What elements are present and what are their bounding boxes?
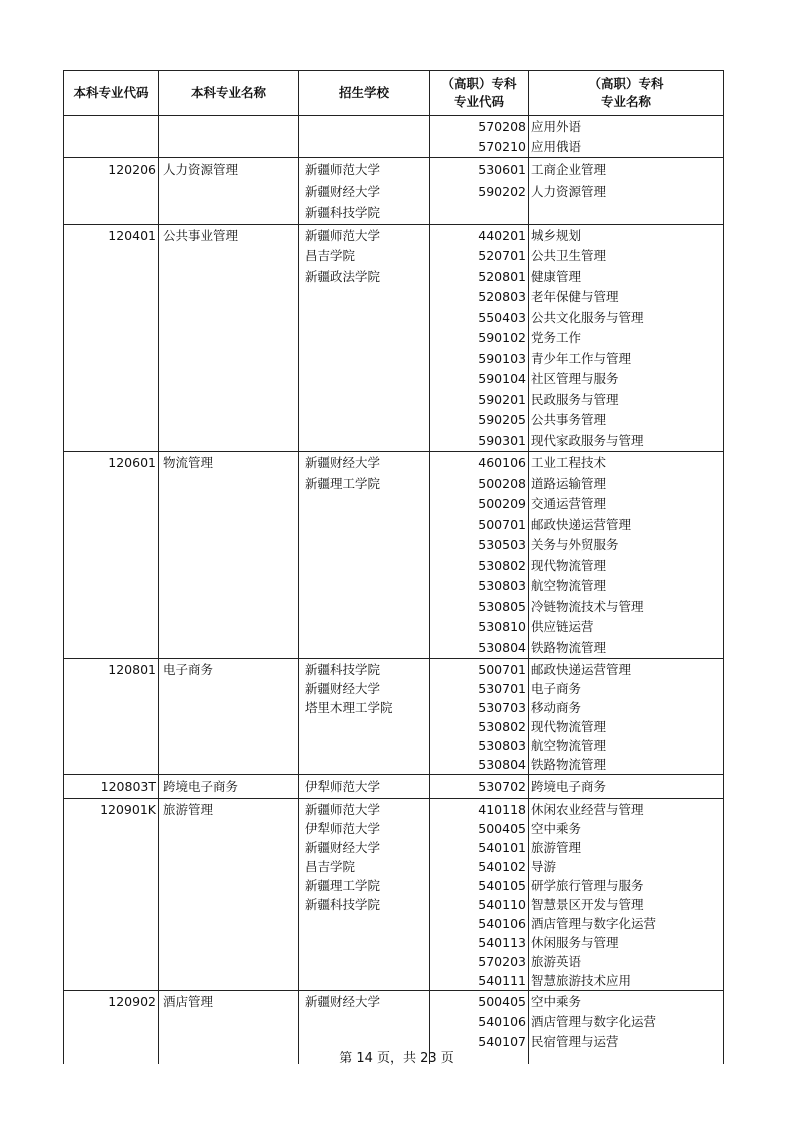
vocational-code: 540106 <box>478 1014 526 1029</box>
major-mapping-table <box>63 70 724 1064</box>
vocational-code: 500405 <box>478 994 526 1009</box>
school-name: 昌吉学院 <box>305 248 356 263</box>
vocational-name: 健康管理 <box>531 268 582 284</box>
vocational-code: 540107 <box>478 1034 526 1049</box>
vocational-name: 冷链物流技术与管理 <box>531 598 644 614</box>
vocational-name: 导游 <box>531 859 557 874</box>
vocational-name: 航空物流管理 <box>531 738 607 753</box>
vocational-name: 供应链运营 <box>531 619 594 634</box>
vocational-name: 智慧景区开发与管理 <box>531 897 644 912</box>
vocational-name: 公共卫生管理 <box>531 248 607 263</box>
table-row <box>64 116 724 158</box>
header-school: 招生学校 <box>299 71 430 116</box>
vocational-name: 公共文化服务与管理 <box>531 309 644 325</box>
school-list-cell <box>299 224 430 452</box>
table-row <box>64 659 724 775</box>
vocational-code-cell <box>430 659 529 775</box>
school-name: 新疆科技学院 <box>305 897 381 912</box>
vocational-code: 520803 <box>478 289 526 304</box>
vocational-code: 530601 <box>478 162 526 177</box>
vocational-code: 530803 <box>478 578 526 593</box>
vocational-code: 530810 <box>478 619 526 634</box>
vocational-name: 旅游英语 <box>531 954 582 969</box>
school-list-cell <box>299 799 430 991</box>
undergrad-code-cell: 120901K <box>64 799 159 991</box>
vocational-name: 工商企业管理 <box>531 162 607 177</box>
header-vocational-name: （高职）专科 专业名称 <box>529 71 724 116</box>
school-name: 塔里木理工学院 <box>305 700 393 715</box>
vocational-name: 休闲服务与管理 <box>531 935 619 950</box>
vocational-name: 研学旅行管理与服务 <box>531 878 644 893</box>
vocational-code: 540111 <box>478 973 526 988</box>
vocational-code: 590103 <box>478 350 526 366</box>
school-list-cell <box>299 116 430 158</box>
vocational-code: 530503 <box>478 537 526 552</box>
vocational-code: 500701 <box>478 662 526 677</box>
vocational-code: 410118 <box>478 802 526 817</box>
vocational-code: 530803 <box>478 738 526 753</box>
vocational-code: 520701 <box>478 248 526 263</box>
vocational-code-cell <box>430 775 529 799</box>
vocational-code: 530804 <box>478 757 526 772</box>
page-footer: 第 14 页，共 23 页 <box>339 1051 454 1066</box>
school-name: 新疆财经大学 <box>305 183 381 199</box>
vocational-code: 590301 <box>478 432 526 448</box>
vocational-name: 休闲农业经营与管理 <box>531 802 644 817</box>
vocational-name: 交通运营管理 <box>531 496 607 511</box>
school-name: 新疆财经大学 <box>305 455 381 470</box>
vocational-name: 民宿管理与运营 <box>531 1034 619 1049</box>
vocational-name: 公共事务管理 <box>531 412 607 427</box>
vocational-name: 跨境电子商务 <box>531 779 607 794</box>
vocational-code: 530701 <box>478 681 526 696</box>
vocational-code: 530802 <box>478 719 526 734</box>
vocational-code: 500208 <box>478 475 526 491</box>
vocational-name: 智慧旅游技术应用 <box>531 973 632 988</box>
vocational-code: 440201 <box>478 227 526 243</box>
school-name: 新疆政法学院 <box>305 268 381 284</box>
school-name: 新疆财经大学 <box>305 994 381 1009</box>
school-list-cell <box>299 659 430 775</box>
vocational-code: 530702 <box>478 779 526 794</box>
vocational-name: 移动商务 <box>531 700 582 715</box>
undergrad-name-cell: 旅游管理 <box>159 799 299 991</box>
vocational-name: 铁路物流管理 <box>531 639 607 655</box>
school-name: 伊犁师范大学 <box>305 821 381 836</box>
vocational-code: 590202 <box>478 183 526 199</box>
vocational-code: 500701 <box>478 516 526 532</box>
vocational-name: 应用外语 <box>531 119 582 134</box>
header-undergrad-code: 本科专业代码 <box>64 71 159 116</box>
vocational-name: 酒店管理与数字化运营 <box>531 916 657 931</box>
vocational-name: 旅游管理 <box>531 840 582 855</box>
vocational-name-cell <box>529 452 724 659</box>
header-vocational-code: （高职）专科 专业代码 <box>430 71 529 116</box>
undergrad-name-cell: 人力资源管理 <box>159 158 299 225</box>
undergrad-code-cell: 120601 <box>64 452 159 659</box>
vocational-name: 现代家政服务与管理 <box>531 432 644 448</box>
vocational-code: 590104 <box>478 371 526 386</box>
vocational-name: 现代物流管理 <box>531 557 607 573</box>
vocational-name: 邮政快递运营管理 <box>531 516 632 532</box>
vocational-code: 550403 <box>478 309 526 325</box>
vocational-name: 城乡规划 <box>531 227 582 243</box>
table-row <box>64 452 724 659</box>
vocational-name: 青少年工作与管理 <box>531 350 632 366</box>
vocational-name-cell <box>529 799 724 991</box>
school-name: 新疆师范大学 <box>305 227 381 243</box>
school-name: 伊犁师范大学 <box>305 779 381 794</box>
vocational-code: 570210 <box>478 139 526 154</box>
vocational-name: 酒店管理与数字化运营 <box>531 1014 657 1029</box>
table-row <box>64 158 724 225</box>
school-name: 新疆科技学院 <box>305 662 381 677</box>
vocational-code: 530802 <box>478 557 526 573</box>
vocational-code: 540101 <box>478 840 526 855</box>
vocational-name-cell <box>529 158 724 225</box>
vocational-name: 人力资源管理 <box>531 183 607 199</box>
undergrad-code-cell: 120801 <box>64 659 159 775</box>
vocational-code-cell <box>430 224 529 452</box>
undergrad-code-cell: 120206 <box>64 158 159 225</box>
vocational-name-cell <box>529 775 724 799</box>
vocational-name: 现代物流管理 <box>531 719 607 734</box>
vocational-code: 530805 <box>478 598 526 614</box>
vocational-name: 空中乘务 <box>531 994 582 1009</box>
vocational-code: 570208 <box>478 119 526 134</box>
vocational-name: 道路运输管理 <box>531 475 607 491</box>
vocational-name: 工业工程技术 <box>531 455 607 470</box>
school-name: 新疆师范大学 <box>305 162 381 177</box>
vocational-code: 500405 <box>478 821 526 836</box>
vocational-name: 电子商务 <box>531 681 582 696</box>
school-list-cell <box>299 452 430 659</box>
undergrad-code-cell: 120902 <box>64 991 159 1065</box>
vocational-name-cell <box>529 224 724 452</box>
vocational-code-cell <box>430 116 529 158</box>
undergrad-code-cell <box>64 116 159 158</box>
document-page <box>63 70 723 1064</box>
undergrad-code-cell: 120401 <box>64 224 159 452</box>
undergrad-name-cell: 酒店管理 <box>159 991 299 1065</box>
school-name: 新疆理工学院 <box>305 475 381 491</box>
vocational-name: 民政服务与管理 <box>531 391 619 407</box>
school-list-cell <box>299 775 430 799</box>
vocational-code-cell <box>430 452 529 659</box>
vocational-name-cell <box>529 116 724 158</box>
undergrad-name-cell: 跨境电子商务 <box>159 775 299 799</box>
vocational-code: 540106 <box>478 916 526 931</box>
vocational-name: 空中乘务 <box>531 821 582 836</box>
vocational-code: 530703 <box>478 700 526 715</box>
undergrad-name-cell <box>159 116 299 158</box>
table-body <box>64 116 724 1065</box>
vocational-code: 500209 <box>478 496 526 511</box>
vocational-name: 应用俄语 <box>531 139 582 154</box>
vocational-code: 540105 <box>478 878 526 893</box>
table-header-row <box>64 71 724 116</box>
vocational-name: 铁路物流管理 <box>531 757 607 772</box>
vocational-code-cell <box>430 799 529 991</box>
school-name: 新疆师范大学 <box>305 802 381 817</box>
undergrad-code-cell: 120803T <box>64 775 159 799</box>
vocational-code: 460106 <box>478 455 526 470</box>
school-name: 新疆财经大学 <box>305 840 381 855</box>
vocational-code: 590201 <box>478 391 526 407</box>
vocational-name: 关务与外贸服务 <box>531 537 619 552</box>
table-row <box>64 799 724 991</box>
vocational-name-cell <box>529 659 724 775</box>
table-row <box>64 775 724 799</box>
vocational-name: 老年保健与管理 <box>531 289 619 304</box>
vocational-code: 590205 <box>478 412 526 427</box>
vocational-code: 570203 <box>478 954 526 969</box>
vocational-code: 590102 <box>478 330 526 345</box>
vocational-code: 520801 <box>478 268 526 284</box>
undergrad-name-cell: 物流管理 <box>159 452 299 659</box>
vocational-code-cell <box>430 158 529 225</box>
vocational-code: 540110 <box>478 897 526 912</box>
vocational-code: 540113 <box>478 935 526 950</box>
vocational-name: 邮政快递运营管理 <box>531 662 632 677</box>
vocational-name: 党务工作 <box>531 330 582 345</box>
vocational-code: 540102 <box>478 859 526 874</box>
undergrad-name-cell: 电子商务 <box>159 659 299 775</box>
school-list-cell <box>299 158 430 225</box>
table-row <box>64 224 724 452</box>
school-name: 新疆科技学院 <box>305 205 381 220</box>
vocational-code: 530804 <box>478 639 526 655</box>
school-name: 新疆理工学院 <box>305 878 381 893</box>
vocational-name: 社区管理与服务 <box>531 371 619 386</box>
header-undergrad-name: 本科专业名称 <box>159 71 299 116</box>
undergrad-name-cell: 公共事业管理 <box>159 224 299 452</box>
school-name: 新疆财经大学 <box>305 681 381 696</box>
school-name: 昌吉学院 <box>305 859 356 874</box>
vocational-name: 航空物流管理 <box>531 578 607 593</box>
